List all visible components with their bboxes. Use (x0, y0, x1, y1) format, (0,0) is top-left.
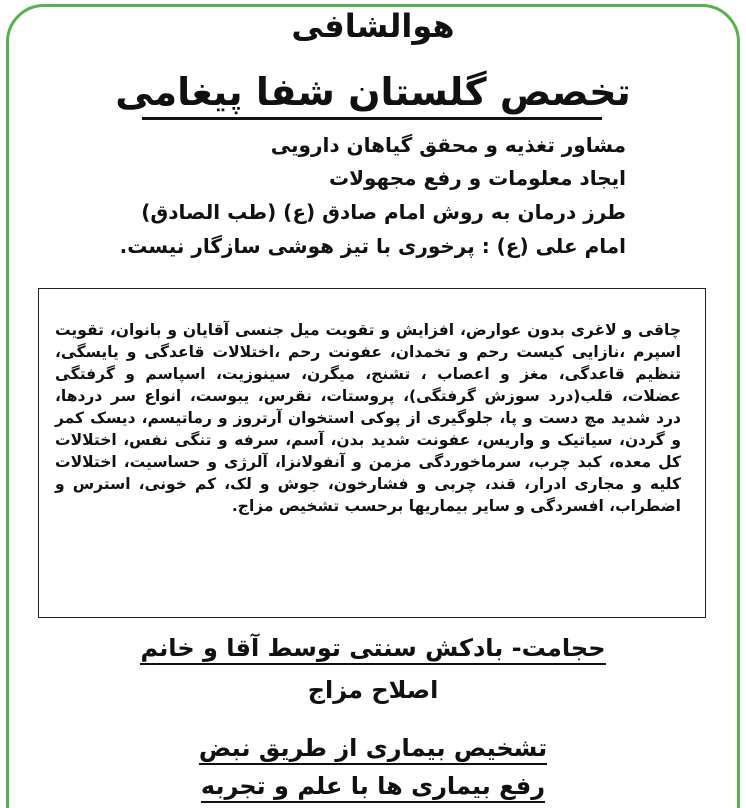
services-box (38, 288, 706, 618)
service-treatment-label: رفع بیماری ها با علم و تجربه (201, 772, 545, 803)
service-pulse-diagnosis-label: تشخیص بیماری از طریق نبض (199, 734, 547, 765)
clinic-name-underline (142, 117, 602, 120)
intro-line-1: مشاور تغذیه و محقق گیاهان دارویی (270, 133, 626, 157)
services-box-text: چاقی و لاغری بدون عوارض، افزایش و تقویت میل جنسی آقایان و بانوان، تقویت اسپرم ،نازایی کیست رحم و تخمدان، عفونت رحم ،اختلالات قاعدگی و یایسگی، تنظیم قاعدگی، مغز و اعصاب ، تشنج، میگرن، سینوزیت، اسپاسم و گرفتگی عضلات، قلب(درد سوزش گرفتگی)، پروستات، نقرس، یبوست، انواع سر دردها، درد شدید مچ دست و پا، جلوگیری از پوکی استخوان آرتروز و رماتیسم، دیسک کمر و گردن، سیاتیک و واریس، عفونت شدید بدن، آسم، سرفه و تنگی نفس، اختلالات کل معده، کبد چرب، سرماخوردگی مزمن و آنفولانزا، آلرژی و حساسیت، اختلالات کلیه و مجاری ادرار، قند، چربی و فشارخون، جوش و لک، کم خونی، استرس و اضطراب، افسردگی و سایر بیماریها برحسب تشخیص مزاج. (55, 321, 681, 515)
service-cupping (0, 630, 746, 666)
service-pulse-diagnosis (0, 730, 746, 766)
intro-line-4: امام علی (ع) : پرخوری با تیز هوشی سازگار نیست. (119, 234, 626, 258)
service-treatment (0, 768, 746, 804)
header-title: هوالشافی (291, 7, 455, 45)
intro-line-3: طرز درمان به روش امام صادق (ع) (طب الصادق) (141, 200, 626, 224)
service-temperament (0, 672, 746, 708)
service-temperament-label: اصلاح مزاج (307, 676, 439, 704)
service-cupping-label: حجامت- بادکش سنتی توسط آقا و خانم (140, 634, 605, 665)
intro-line-2: ایجاد معلومات و رفع مجهولات (328, 166, 626, 190)
clinic-name: تخصص گلستان شفا پیغامی (115, 70, 631, 114)
